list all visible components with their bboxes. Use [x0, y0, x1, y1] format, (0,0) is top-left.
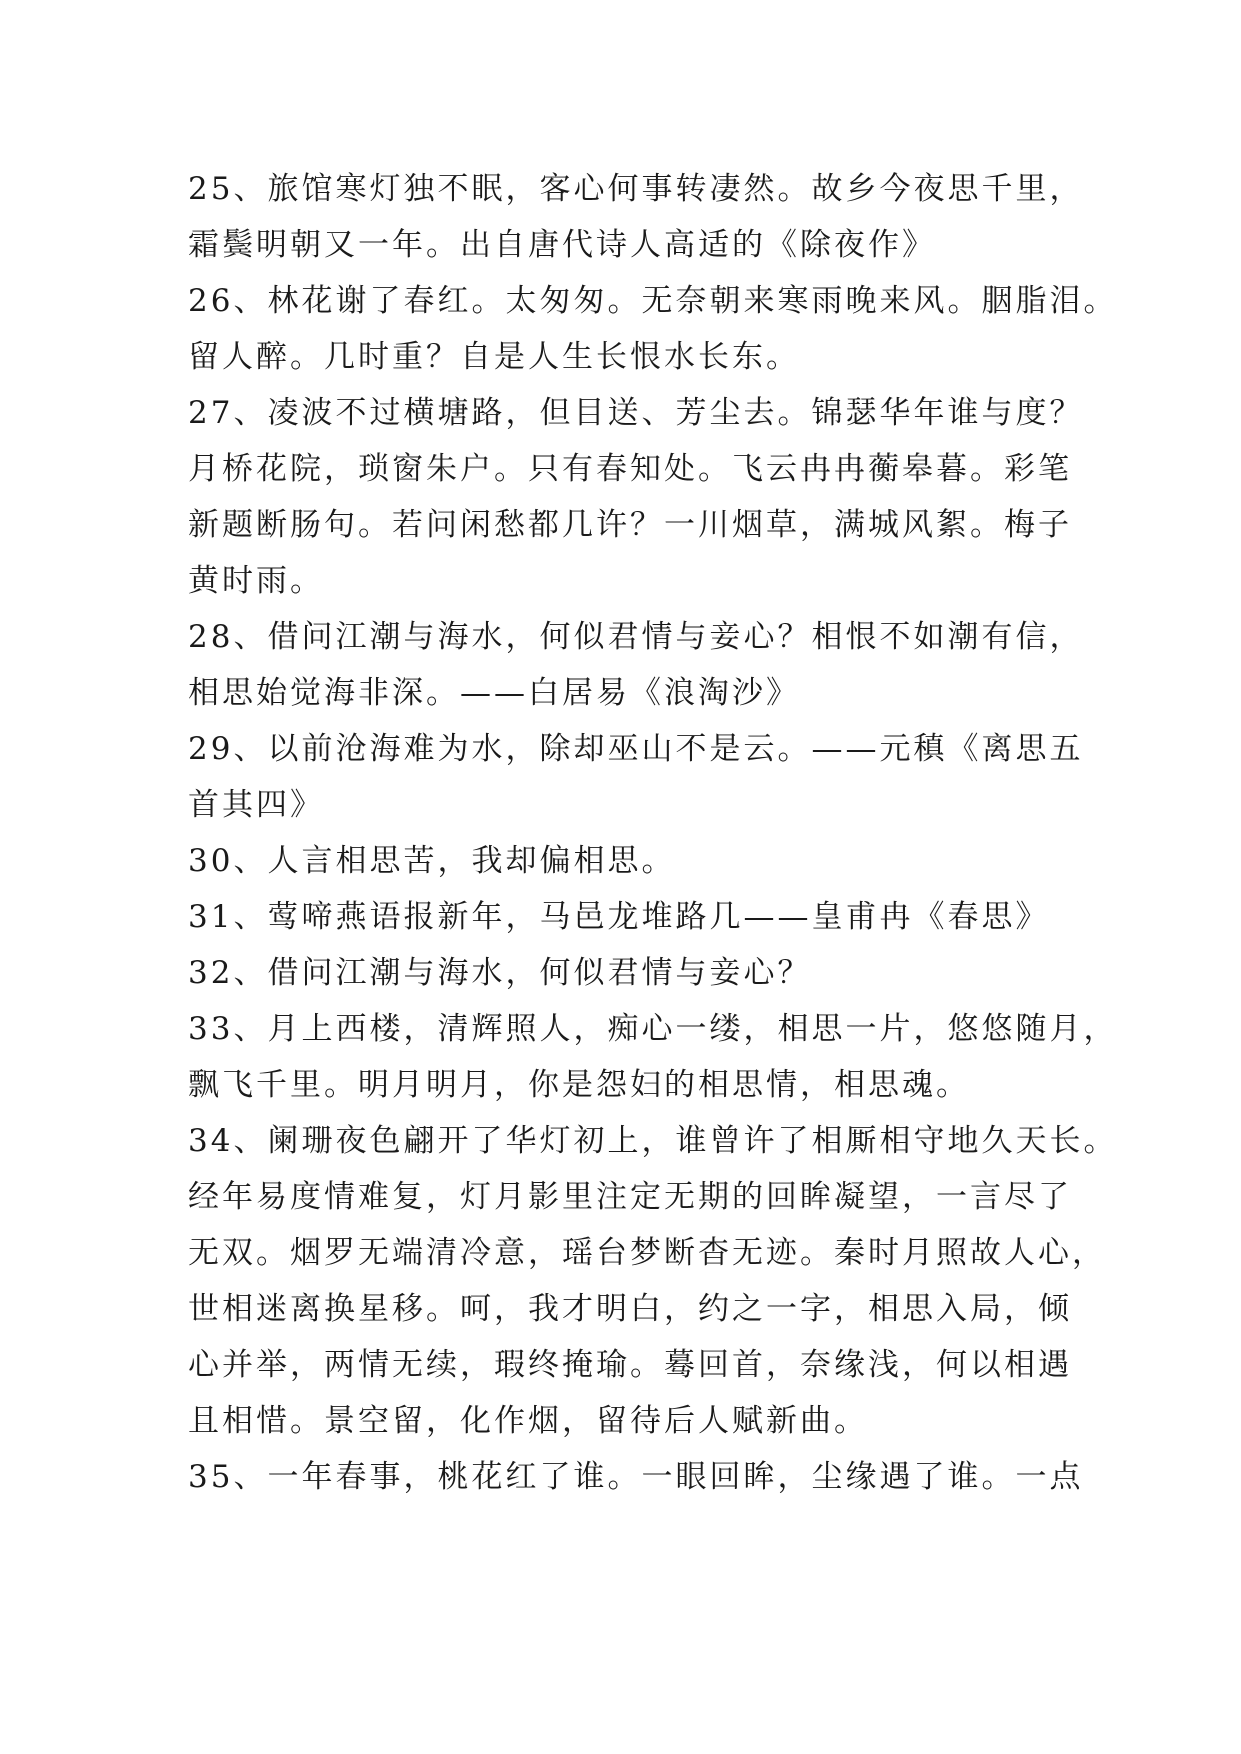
text-line: 经年易度情难复，灯月影里注定无期的回眸凝望，一言尽了 — [188, 1179, 1072, 1215]
text-line: 且相惜。景空留，化作烟，留待后人赋新曲。 — [188, 1403, 868, 1439]
text-line: 心并举，两情无续，瑕终掩瑜。蓦回首，奈缘浅，何以相遇 — [188, 1347, 1072, 1383]
text-line: 霜鬓明朝又一年。出自唐代诗人高适的《除夜作》 — [188, 227, 936, 263]
text-line: 月桥花院，琐窗朱户。只有春知处。飞云冉冉蘅皋暮。彩笔 — [188, 451, 1072, 487]
text-line: 首其四》 — [188, 787, 324, 823]
text-line: 26、林花谢了春红。太匆匆。无奈朝来寒雨晚来风。胭脂泪。 — [188, 283, 1118, 319]
text-line: 32、借问江潮与海水，何似君情与妾心？ — [188, 955, 812, 991]
text-line: 新题断肠句。若问闲愁都几许？一川烟草，满城风絮。梅子 — [188, 507, 1072, 543]
text-line: 31、莺啼燕语报新年，马邑龙堆路几——皇甫冉《春思》 — [188, 899, 1050, 935]
text-line: 34、阑珊夜色翩开了华灯初上，谁曾许了相厮相守地久天长。 — [188, 1123, 1118, 1159]
text-line: 35、一年春事，桃花红了谁。一眼回眸，尘缘遇了谁。一点 — [188, 1459, 1084, 1495]
text-line: 28、借问江潮与海水，何似君情与妾心？相恨不如潮有信， — [188, 619, 1084, 655]
text-line: 无双。烟罗无端清冷意，瑶台梦断杳无迹。秦时月照故人心， — [188, 1235, 1106, 1271]
text-line: 世相迷离换星移。呵，我才明白，约之一字，相思入局，倾 — [188, 1291, 1072, 1327]
text-line: 30、人言相思苦，我却偏相思。 — [188, 843, 676, 879]
text-line: 相思始觉海非深。——白居易《浪淘沙》 — [188, 675, 800, 711]
text-line: 黄时雨。 — [188, 563, 324, 599]
text-line: 25、旅馆寒灯独不眠，客心何事转凄然。故乡今夜思千里， — [188, 171, 1084, 207]
text-line: 33、月上西楼，清辉照人，痴心一缕，相思一片，悠悠随月， — [188, 1011, 1118, 1047]
text-line: 留人醉。几时重？自是人生长恨水长东。 — [188, 339, 800, 375]
text-line: 29、以前沧海难为水，除却巫山不是云。——元稹《离思五 — [188, 731, 1084, 767]
text-line: 飘飞千里。明月明月，你是怨妇的相思情，相思魂。 — [188, 1067, 970, 1103]
text-line: 27、凌波不过横塘路，但目送、芳尘去。锦瑟华年谁与度？ — [188, 395, 1084, 431]
